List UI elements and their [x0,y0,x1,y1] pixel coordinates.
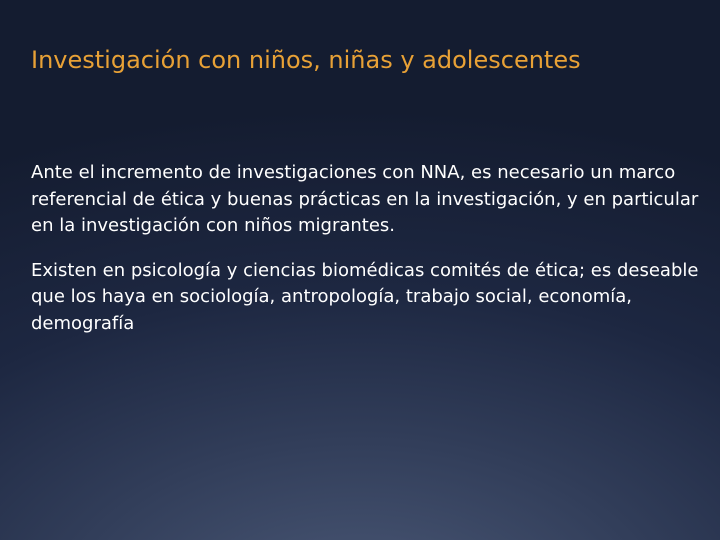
body-paragraph-1: Ante el incremento de investigaciones con NNA, es necesario un marco referencial de ética y buenas prácticas en la investigación, y en particular en la investigación con niños migrantes. [31,162,699,236]
body-paragraph-2: Existen en psicología y ciencias biomédicas comités de ética; es deseable que los haya en sociología, antropología, trabajo social, economía, demografía [31,259,699,334]
slide-body [31,160,715,355]
slide-title: Investigación con niños, niñas y adolescentes [31,46,581,74]
